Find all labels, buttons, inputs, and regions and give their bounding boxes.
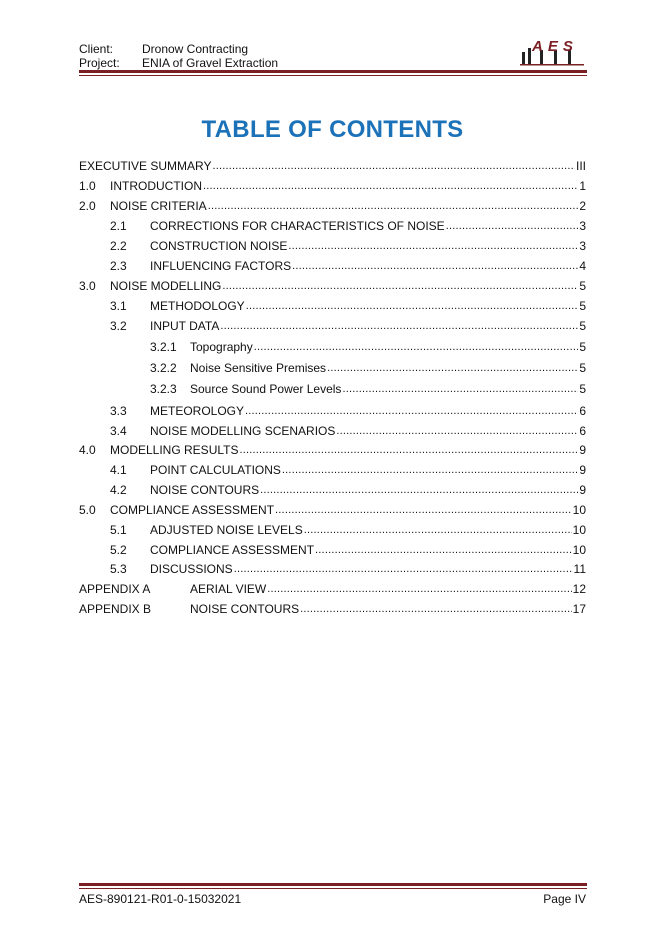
toc-dot-leader <box>342 382 578 396</box>
toc-entry-title: EXECUTIVE SUMMARY <box>79 159 212 173</box>
toc-entry-number: APPENDIX A <box>79 582 151 596</box>
toc-entry-number: 2.0 <box>79 199 96 213</box>
toc-entry[interactable] <box>79 580 586 596</box>
toc-dot-leader <box>254 340 579 354</box>
toc-entry-page: 5 <box>579 361 586 375</box>
toc-entry[interactable] <box>79 359 586 375</box>
toc-entry-page: 9 <box>579 483 586 497</box>
toc-entry[interactable] <box>79 338 586 354</box>
toc-entry-page: 1 <box>579 179 586 193</box>
toc-dot-leader <box>275 503 572 517</box>
page-title: TABLE OF CONTENTS <box>201 116 464 143</box>
toc-dot-leader <box>208 199 579 213</box>
toc-entry[interactable] <box>79 197 586 213</box>
toc-entry-title: Topography <box>190 340 253 354</box>
toc-entry-number: 2.2 <box>110 239 127 253</box>
toc-entry[interactable] <box>79 257 586 273</box>
project-row <box>79 56 278 70</box>
toc-entry-page: 2 <box>579 199 586 213</box>
toc-entry-title: NOISE MODELLING SCENARIOS <box>150 424 336 438</box>
toc-dot-leader <box>304 523 572 537</box>
toc-entry-number: 1.0 <box>79 179 96 193</box>
document-header <box>79 42 278 70</box>
toc-entry-page: 4 <box>579 259 586 273</box>
toc-entry-title: INPUT DATA <box>150 319 220 333</box>
logo-text: AES <box>532 38 578 55</box>
toc-entry-number: 5.1 <box>110 523 127 537</box>
toc-entry-number: 3.4 <box>110 424 127 438</box>
toc-entry-title: METEOROLOGY <box>150 404 245 418</box>
toc-dot-leader <box>327 361 578 375</box>
toc-entry[interactable] <box>79 177 586 193</box>
toc-entry-number: 4.2 <box>110 483 127 497</box>
toc-dot-leader <box>300 602 572 616</box>
toc-entry-page: 3 <box>579 239 586 253</box>
toc-entry[interactable] <box>79 157 586 173</box>
toc-entry[interactable] <box>79 422 586 438</box>
toc-entry-number: 5.0 <box>79 503 96 517</box>
toc-dot-leader <box>282 463 578 477</box>
toc-entry[interactable] <box>79 541 586 557</box>
toc-entry-number: 5.3 <box>110 562 127 576</box>
toc-entry[interactable] <box>79 461 586 477</box>
toc-entry-page: 11 <box>573 562 586 576</box>
toc-entry-number: 2.1 <box>110 219 127 233</box>
toc-entry-title: COMPLIANCE ASSESSMENT <box>150 543 315 557</box>
header-rule <box>79 70 587 73</box>
toc-entry-title: ADJUSTED NOISE LEVELS <box>150 523 303 537</box>
toc-entry[interactable] <box>79 600 586 616</box>
toc-entry-page: 10 <box>572 543 586 557</box>
toc-entry-page: 5 <box>579 279 586 293</box>
toc-entry-page: 6 <box>579 424 586 438</box>
toc-entry[interactable] <box>79 441 586 457</box>
toc-dot-leader <box>245 404 578 418</box>
toc-entry-number: 4.0 <box>79 443 96 457</box>
toc-entry-page: 9 <box>579 463 586 477</box>
toc-entry-title: POINT CALCULATIONS <box>150 463 281 477</box>
project-label: Project: <box>79 56 120 70</box>
toc-entry-title: NOISE CRITERIA <box>110 199 207 213</box>
toc-entry-title: INTRODUCTION <box>110 179 202 193</box>
toc-entry-number: 5.2 <box>110 543 127 557</box>
toc-entry-page: 17 <box>572 602 586 616</box>
toc-entry-number: APPENDIX B <box>79 602 152 616</box>
toc-entry[interactable] <box>79 217 586 233</box>
toc-entry-number: 2.3 <box>110 259 127 273</box>
toc-dot-leader <box>288 239 578 253</box>
toc-entry-title: CORRECTIONS FOR CHARACTERISTICS OF NOISE <box>150 219 445 233</box>
toc-dot-leader <box>446 219 579 233</box>
document-reference: AES-890121-R01-0-15032021 <box>79 892 242 906</box>
toc-entry-page: 5 <box>579 299 586 313</box>
toc-entry-title: Noise Sensitive Premises <box>190 361 327 375</box>
client-value: Dronow Contracting <box>142 42 249 56</box>
toc-entry-number: 3.2.3 <box>150 382 177 396</box>
toc-entry-page: 6 <box>579 404 586 418</box>
project-value: ENIA of Gravel Extraction <box>142 56 279 70</box>
toc-entry[interactable] <box>79 402 586 418</box>
toc-entry[interactable] <box>79 560 586 576</box>
client-row <box>79 42 278 56</box>
toc-entry-title: NOISE CONTOURS <box>150 483 260 497</box>
toc-entry[interactable] <box>79 481 586 497</box>
toc-entry-number: 4.1 <box>110 463 127 477</box>
toc-entry-title: MODELLING RESULTS <box>110 443 239 457</box>
toc-dot-leader <box>203 179 578 193</box>
toc-entry-page: 10 <box>572 523 586 537</box>
toc-entry-page: III <box>575 159 586 173</box>
aes-logo <box>518 38 586 66</box>
toc-entry-title: DISCUSSIONS <box>150 562 233 576</box>
toc-entry-title: AERIAL VIEW <box>190 582 267 596</box>
toc-entry-title: METHODOLOGY <box>150 299 245 313</box>
toc-entry-title: COMPLIANCE ASSESSMENT <box>110 503 275 517</box>
toc-entry-page: 10 <box>572 503 586 517</box>
toc-dot-leader <box>267 582 571 596</box>
toc-dot-leader <box>212 159 575 173</box>
toc-entry-number: 3.2.2 <box>150 361 177 375</box>
toc-entry-number: 3.2.1 <box>150 340 177 354</box>
toc-dot-leader <box>234 562 573 576</box>
toc-dot-leader <box>220 319 578 333</box>
toc-dot-leader <box>239 443 578 457</box>
toc-entry-number: 3.1 <box>110 299 127 313</box>
toc-entry-page: 5 <box>579 319 586 333</box>
toc-entry-page: 3 <box>579 219 586 233</box>
toc-entry-title: Source Sound Power Levels <box>190 382 342 396</box>
toc-dot-leader <box>222 279 578 293</box>
toc-entry-page: 12 <box>572 582 586 596</box>
toc-entry[interactable] <box>79 501 586 517</box>
toc-entry-page: 9 <box>579 443 586 457</box>
toc-entry[interactable] <box>79 277 586 293</box>
toc-dot-leader <box>336 424 578 438</box>
toc-dot-leader <box>260 483 578 497</box>
client-label: Client: <box>79 42 114 56</box>
toc-entry-title: INFLUENCING FACTORS <box>150 259 292 273</box>
toc-entry[interactable] <box>79 380 586 396</box>
header-rule-thin <box>79 75 587 76</box>
toc-entry-page: 5 <box>579 340 586 354</box>
toc-entry[interactable] <box>79 237 586 253</box>
toc-entry-number: 3.3 <box>110 404 127 418</box>
toc-entry-number: 3.2 <box>110 319 127 333</box>
toc-dot-leader <box>246 299 579 313</box>
toc-entry[interactable] <box>79 317 586 333</box>
toc-dot-leader <box>292 259 578 273</box>
toc-entry-page: 5 <box>579 382 586 396</box>
footer-rule-thin <box>79 888 587 889</box>
toc-entry[interactable] <box>79 297 586 313</box>
toc-entry-title: NOISE CONTOURS <box>190 602 300 616</box>
toc-entry[interactable] <box>79 521 586 537</box>
toc-entry-title: CONSTRUCTION NOISE <box>150 239 288 253</box>
toc-entry-title: NOISE MODELLING <box>110 279 222 293</box>
toc-dot-leader <box>315 543 572 557</box>
toc-entry-number: 3.0 <box>79 279 96 293</box>
page-number: Page IV <box>543 892 586 906</box>
footer-rule <box>79 883 587 886</box>
